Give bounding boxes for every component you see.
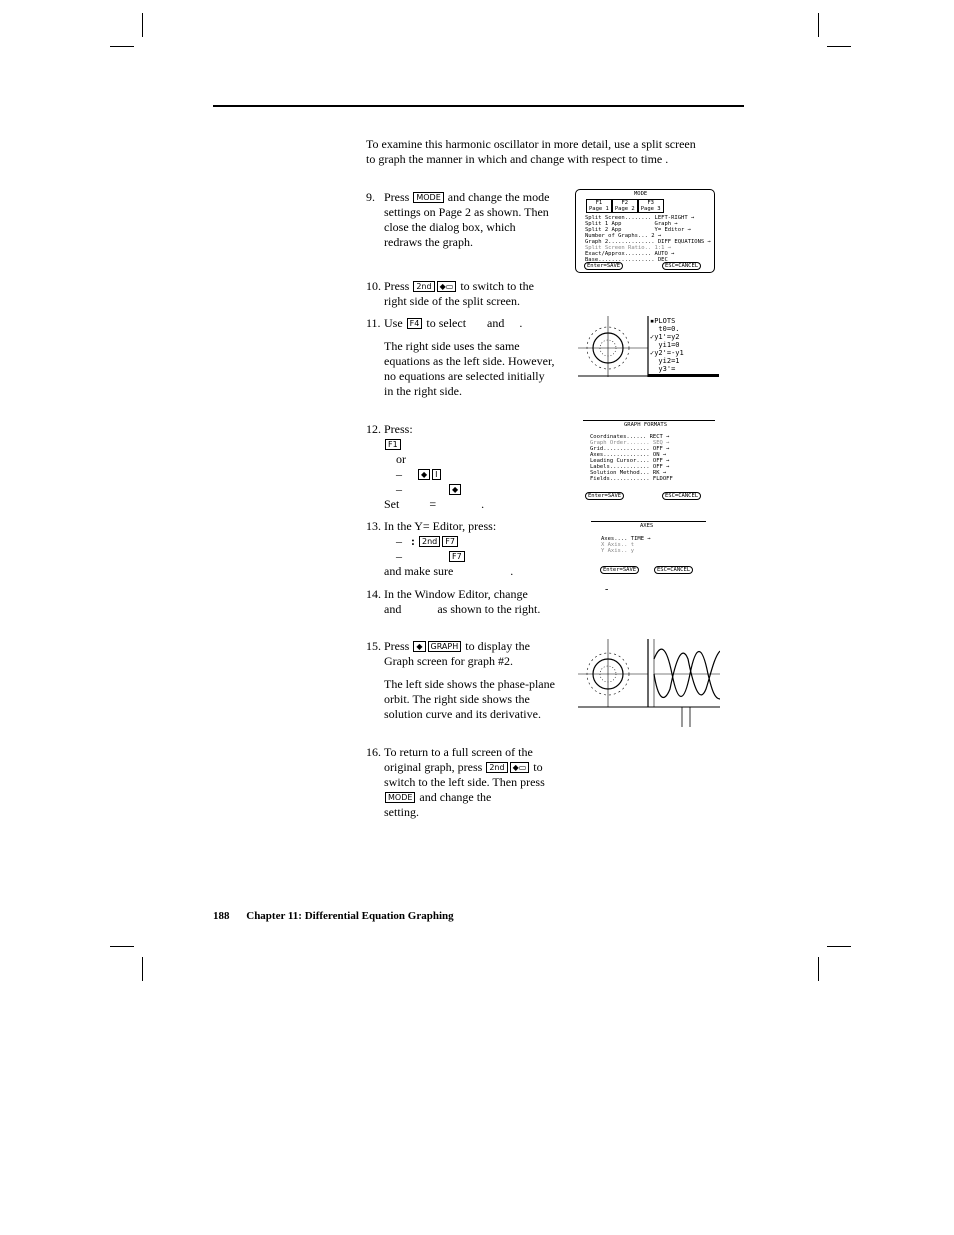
axes-row: X Axis.. t [601,542,635,548]
step-number: 16. [366,745,381,759]
diamond-key: ◆ [449,484,461,495]
diamond-key: ◆ [413,641,425,652]
step-text: or [396,452,406,466]
step-text: to switch to the left side. Then press [384,760,545,789]
yeditor-line: y3'= [650,365,676,373]
split-key: ◆▭ [437,281,457,292]
format-row: Coordinates...... RECT → [590,434,670,440]
step-text: and change the mode settings on Page 2 as shown. Then close the dialog box, which redraws the graph. [384,190,550,249]
crop-mark [818,13,819,37]
mode-row: Split 2 App Y= Editor → [585,227,691,233]
dash: – [396,534,402,548]
phase-plane-plot [578,316,719,377]
step-11 [366,316,556,399]
tab-page-2: F2 Page 2 [612,199,638,213]
step-10 [366,279,556,309]
yeditor-line: yi1=0 [650,341,680,349]
crop-mark [827,46,851,47]
step-number: 9. [366,190,375,204]
step-number: 14. [366,587,381,601]
intro-paragraph [366,137,746,167]
mode-row: Base................. DEC [585,257,668,263]
2nd-key: 2nd [413,281,434,292]
mode-row: Number of Graphs... 2 → [585,233,662,239]
enter-save-button: Enter=SAVE [600,566,639,574]
step-text: To return to a full screen of the original graph, press [384,745,533,774]
tab-page-1: F1 Page 1 [586,199,612,213]
i-key: I [432,469,440,480]
step-text: and make sure . [384,564,514,578]
step-15 [366,639,556,722]
split-key: ◆▭ [510,762,530,773]
2nd-key: 2nd [486,762,507,773]
yeditor-line: ✓y1'=y2 [650,333,680,341]
dash: – [396,482,402,496]
esc-cancel-button: ESC=CANCEL [662,262,701,270]
step-text: In the Y= Editor, press: [384,519,497,533]
f1-key: F1 [385,439,401,450]
step-text: to display the Graph screen for graph #2. [384,639,530,668]
2nd-key: 2nd [419,536,440,547]
tab-page-3: F3 Page 3 [638,199,664,213]
step-note: The right side uses the same equations as the left side. However, no equations are selected initially in the right side. [384,339,555,398]
yeditor-lines [650,317,684,373]
mode-row: Split 1 App Graph → [585,221,678,227]
mode-row: Split Screen........ LEFT-RIGHT → [585,215,695,221]
graph-formats-rows [590,434,673,482]
step-note: The left side shows the phase-plane orbit. The right side shows the solution curve and its derivative. [384,677,555,721]
yeditor-line: yi2=1 [650,357,680,365]
crop-mark [142,13,143,37]
mode-rows [585,215,711,263]
step-text: In the Window Editor, change and as shown to the right. [384,587,558,616]
yeditor-line: ✓y2'=-y1 [650,349,684,357]
axes-row: Y Axis.. y [601,548,635,554]
enter-save-button: Enter=SAVE [585,492,624,500]
f4-key: F4 [407,318,423,329]
mode-key: MODE [385,792,415,803]
crop-mark [818,957,819,981]
axes-rows [601,536,651,554]
crop-mark [110,946,134,947]
step-13 [366,519,556,579]
format-row: Axes.............. ON → [590,452,667,458]
step-text: Set = . [384,497,485,511]
mode-row: Split Screen Ratio.. 1:1 → [585,245,672,251]
solution-graph [578,639,720,729]
esc-cancel-button: ESC=CANCEL [662,492,701,500]
crop-mark [110,46,134,47]
step-text: Press [384,190,410,204]
mode-row: Graph 2.............. DIFF EQUATIONS → [585,239,711,245]
format-row: Graph Order....... SEQ → [590,440,670,446]
intro-line-1: To examine this harmonic oscillator in more detail, use a split screen [366,137,696,151]
axes-dialog-screenshot [591,521,706,575]
step-9 [366,190,556,250]
step-14 [366,587,556,617]
format-row: Fields............ FLDOFF [590,476,673,482]
window-editor-note: - [605,584,609,595]
graph-formats-title: GRAPH FORMATS [624,422,668,428]
step-text: Press [384,279,410,293]
step-text: to select and . [426,316,523,330]
crop-mark [827,946,851,947]
page-footer [213,910,454,922]
format-row: Leading Cursor.... OFF → [590,458,670,464]
split-graph-screenshot [578,639,720,729]
mode-tabs [586,199,664,213]
colon: : [411,534,415,548]
step-number: 13. [366,519,381,533]
mode-dialog-screenshot [575,189,715,273]
mode-key: MODE [413,192,443,203]
dash: – [396,467,402,481]
enter-save-button: Enter=SAVE [584,262,623,270]
format-row: Solution Method... RK → [590,470,667,476]
format-row: Grid.............. OFF → [590,446,670,452]
step-text: to switch to the right side of the split screen. [384,279,534,308]
step-number: 11. [366,316,381,330]
graph-formats-screenshot [583,420,715,501]
graph-key: GRAPH [428,641,462,652]
step-text: Use [384,316,403,330]
crop-mark [142,957,143,981]
mode-dialog-title: MODE [634,191,648,197]
diamond-key: ◆ [418,469,430,480]
esc-cancel-button: ESC=CANCEL [654,566,693,574]
intro-line-2: to graph the manner in which and change with respect to time . [366,152,669,166]
format-row: Labels............ OFF → [590,464,670,470]
step-text: Press: [384,422,413,436]
step-12 [366,422,556,512]
f7-key: F7 [442,536,458,547]
step-text: and change the setting. [384,790,549,819]
yeditor-line: t0=0. [650,325,680,333]
page-number: 188 [213,910,230,922]
dash: – [396,549,402,563]
step-number: 15. [366,639,381,653]
step-number: 10. [366,279,381,293]
yeditor-line: ▪PLOTS [650,317,676,325]
yeditor-bottom-bar [648,374,719,377]
axes-row: Axes.... TIME → [601,536,651,542]
header-rule [213,105,744,107]
chapter-title: Chapter 11: Differential Equation Graphing [246,910,454,922]
step-number: 12. [366,422,381,436]
split-yeditor-screenshot [578,316,719,377]
step-text: Press [384,639,410,653]
step-16 [366,745,556,820]
mode-row: Exact/Approx........ AUTO → [585,251,675,257]
f7-key: F7 [449,551,465,562]
axes-dialog-title: AXES [640,523,654,529]
